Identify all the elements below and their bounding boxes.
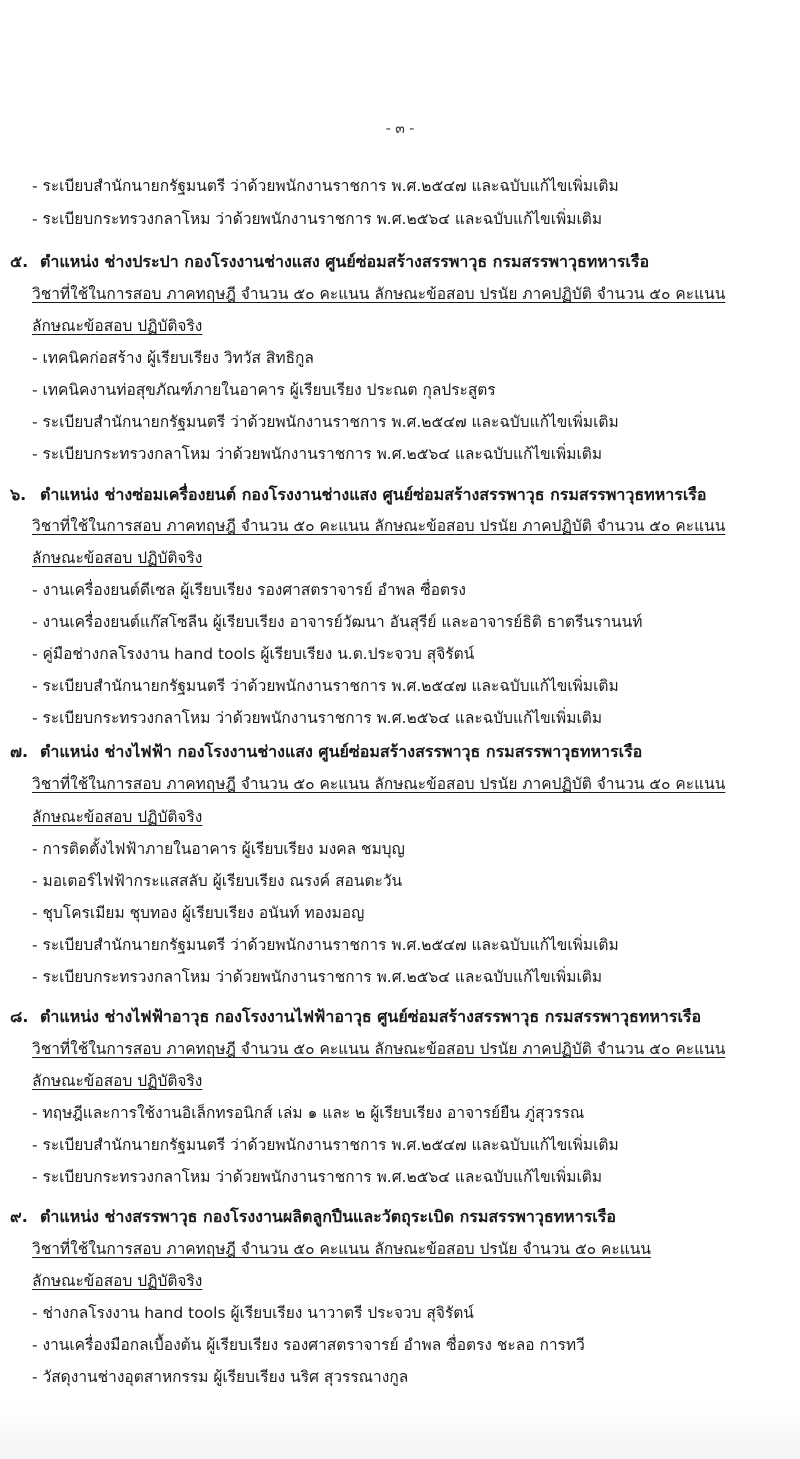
section-title-text: ตำแหน่ง ช่างสรรพาวุธ กองโรงงานผลิตลูกปืนและวัตถุระเบิด กรมสรรพาวุธทหารเรือ (40, 1207, 616, 1226)
section-title (10, 741, 642, 763)
list-item: - ระเบียบสำนักนายกรัฐมนตรี ว่าด้วยพนักงานราชการ พ.ศ.๒๕๔๗ และฉบับแก้ไขเพิ่มเติม (32, 936, 619, 954)
section-title-text: ตำแหน่ง ช่างไฟฟ้าอาวุธ กองโรงงานไฟฟ้าอาวุธ ศูนย์ซ่อมสร้างสรรพาวุธ กรมสรรพาวุธทหารเรือ (40, 1007, 702, 1026)
page-bottom-shade (0, 1405, 800, 1459)
list-item: - การติดตั้งไฟฟ้าภายในอาคาร ผู้เรียบเรียง มงคล ชมบุญ (32, 840, 405, 858)
section-title-text: ตำแหน่ง ช่างประปา กองโรงงานช่างแสง ศูนย์ซ่อมสร้างสรรพาวุธ กรมสรรพาวุธทหารเรือ (40, 252, 650, 271)
exam-type: ลักษณะข้อสอบ ปฏิบัติจริง (32, 549, 203, 567)
list-item: - ระเบียบกระทรวงกลาโหม ว่าด้วยพนักงานราชการ พ.ศ.๒๕๖๔ และฉบับแก้ไขเพิ่มเติม (32, 709, 603, 727)
list-item: - มอเตอร์ไฟฟ้ากระแสสลับ ผู้เรียบเรียง ณรงค์ สอนตะวัน (32, 872, 403, 890)
section-title-text: ตำแหน่ง ช่างไฟฟ้า กองโรงงานช่างแสง ศูนย์ซ่อมสร้างสรรพาวุธ กรมสรรพาวุธทหารเรือ (40, 742, 643, 761)
intro-item: - ระเบียบกระทรวงกลาโหม ว่าด้วยพนักงานราชการ พ.ศ.๒๕๖๔ และฉบับแก้ไขเพิ่มเติม (32, 210, 603, 228)
subject-line: วิชาที่ใช้ในการสอบ ภาคทฤษฎี จำนวน ๕๐ คะแนน ลักษณะข้อสอบ ปรนัย ภาคปฏิบัติ จำนวน ๕๐ คะแนน (32, 1040, 726, 1058)
exam-type: ลักษณะข้อสอบ ปฏิบัติจริง (32, 1072, 203, 1090)
section-number: ๙. (10, 1207, 28, 1226)
list-item: - ชุบโครเมียม ชุบทอง ผู้เรียบเรียง อนันท์ ทองมอญ (32, 904, 365, 922)
list-item: - ระเบียบกระทรวงกลาโหม ว่าด้วยพนักงานราชการ พ.ศ.๒๕๖๔ และฉบับแก้ไขเพิ่มเติม (32, 1168, 603, 1186)
list-item: - ช่างกลโรงงาน hand tools ผู้เรียบเรียง นาวาตรี ประจวบ สุจิรัตน์ (32, 1304, 474, 1322)
exam-type: ลักษณะข้อสอบ ปฏิบัติจริง (32, 317, 203, 335)
list-item: - งานเครื่องมือกลเบื้องต้น ผู้เรียบเรียง รองศาสตราจารย์ อำพล ซื่อตรง ชะลอ การทวี (32, 1336, 585, 1354)
list-item: - ระเบียบกระทรวงกลาโหม ว่าด้วยพนักงานราชการ พ.ศ.๒๕๖๔ และฉบับแก้ไขเพิ่มเติม (32, 445, 603, 463)
section-number: ๗. (10, 742, 29, 761)
section-title (10, 251, 649, 273)
section-title (10, 1006, 701, 1028)
exam-type: ลักษณะข้อสอบ ปฏิบัติจริง (32, 1272, 203, 1290)
subject-line: วิชาที่ใช้ในการสอบ ภาคทฤษฎี จำนวน ๕๐ คะแนน ลักษณะข้อสอบ ปรนัย ภาคปฏิบัติ จำนวน ๕๐ คะแนน (32, 285, 726, 303)
list-item: - ระเบียบสำนักนายกรัฐมนตรี ว่าด้วยพนักงานราชการ พ.ศ.๒๕๔๗ และฉบับแก้ไขเพิ่มเติม (32, 677, 619, 695)
subject-line: วิชาที่ใช้ในการสอบ ภาคทฤษฎี จำนวน ๕๐ คะแนน ลักษณะข้อสอบ ปรนัย ภาคปฏิบัติ จำนวน ๕๐ คะแนน (32, 775, 726, 793)
list-item: - งานเครื่องยนต์แก๊สโซลีน ผู้เรียบเรียง อาจารย์วัฒนา อันสุรีย์ และอาจารย์ธิติ ธาตรีนรานนท์ (32, 613, 643, 631)
list-item: - เทคนิคก่อสร้าง ผู้เรียบเรียง วิทวัส สิทธิกูล (32, 349, 314, 367)
list-item: - คู่มือช่างกลโรงงาน hand tools ผู้เรียบเรียง น.ต.ประจวบ สุจิรัตน์ (32, 645, 475, 663)
subject-line: วิชาที่ใช้ในการสอบ ภาคทฤษฎี จำนวน ๕๐ คะแนน ลักษณะข้อสอบ ปรนัย จำนวน ๕๐ คะแนน (32, 1240, 651, 1258)
section-number: ๕. (10, 252, 29, 271)
subject-line: วิชาที่ใช้ในการสอบ ภาคทฤษฎี จำนวน ๕๐ คะแนน ลักษณะข้อสอบ ปรนัย ภาคปฏิบัติ จำนวน ๕๐ คะแนน (32, 517, 726, 535)
section-number: ๖. (10, 485, 27, 504)
section-title (10, 484, 707, 506)
list-item: - เทคนิคงานท่อสุขภัณฑ์ภายในอาคาร ผู้เรียบเรียง ประณต กุลประสูตร (32, 381, 496, 399)
section-title (10, 1206, 616, 1228)
section-title-text: ตำแหน่ง ช่างซ่อมเครื่องยนต์ กองโรงงานช่างแสง ศูนย์ซ่อมสร้างสรรพาวุธ กรมสรรพาวุธทหารเรือ (40, 485, 707, 504)
list-item: - ทฤษฎีและการใช้งานอิเล็กทรอนิกส์ เล่ม ๑ และ ๒ ผู้เรียบเรียง อาจารย์ยืน ภู่สุวรรณ (32, 1104, 585, 1122)
list-item: - วัสดุงานช่างอุตสาหกรรม ผู้เรียบเรียง นริศ สุวรรณางกูล (32, 1368, 409, 1386)
list-item: - งานเครื่องยนต์ดีเซล ผู้เรียบเรียง รองศาสตราจารย์ อำพล ซื่อตรง (32, 581, 466, 599)
section-number: ๘. (10, 1007, 29, 1026)
list-item: - ระเบียบสำนักนายกรัฐมนตรี ว่าด้วยพนักงานราชการ พ.ศ.๒๕๔๗ และฉบับแก้ไขเพิ่มเติม (32, 413, 619, 431)
page-number: - ๓ - (385, 121, 415, 137)
exam-type: ลักษณะข้อสอบ ปฏิบัติจริง (32, 808, 203, 826)
list-item: - ระเบียบสำนักนายกรัฐมนตรี ว่าด้วยพนักงานราชการ พ.ศ.๒๕๔๗ และฉบับแก้ไขเพิ่มเติม (32, 1136, 619, 1154)
list-item: - ระเบียบกระทรวงกลาโหม ว่าด้วยพนักงานราชการ พ.ศ.๒๕๖๔ และฉบับแก้ไขเพิ่มเติม (32, 968, 603, 986)
intro-item: - ระเบียบสำนักนายกรัฐมนตรี ว่าด้วยพนักงานราชการ พ.ศ.๒๕๔๗ และฉบับแก้ไขเพิ่มเติม (32, 177, 619, 195)
